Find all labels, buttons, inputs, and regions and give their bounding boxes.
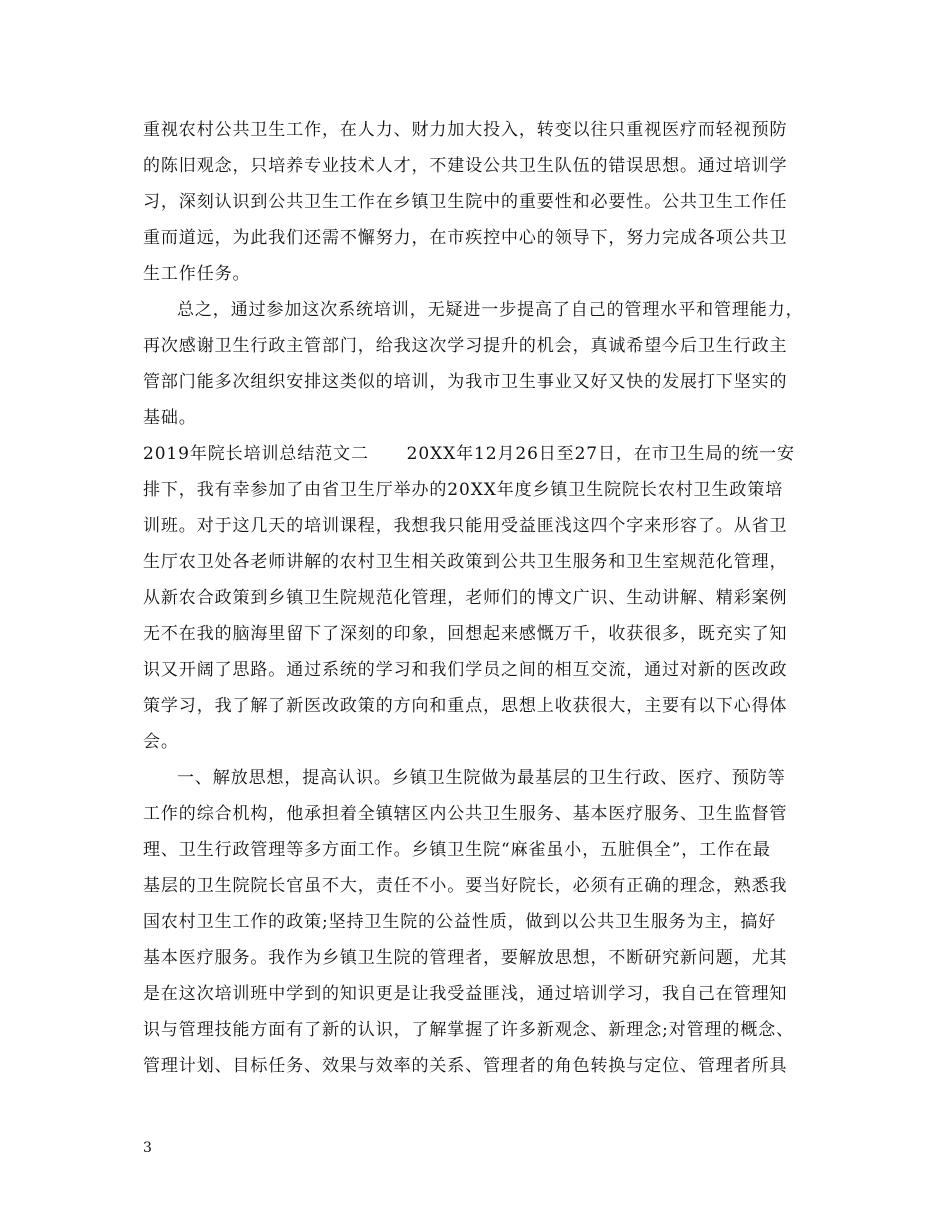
body-text-line: 国农村卫生工作的政策;坚持卫生院的公益性质，做到以公共卫生服务为主，搞好	[143, 912, 777, 932]
body-text-line: 重视农村公共卫生工作，在人力、财力加大投入，转变以往只重视医疗而轻视预防	[143, 120, 788, 140]
body-text-line: 再次感谢卫生行政主管部门，给我这次学习提升的机会，真诚希望今后卫生行政主	[143, 336, 788, 356]
body-text-line: 工作的综合机构，他承担着全镇辖区内公共卫生服务、基本医疗服务、卫生监督管	[143, 804, 788, 824]
body-text-line: 的陈旧观念，只培养专业技术人才，不建设公共卫生队伍的错误思想。通过培训学	[143, 156, 788, 176]
body-text-line: 识又开阔了思路。通过系统的学习和我们学员之间的相互交流，通过对新的医改政	[143, 660, 788, 680]
section-heading-line: 2019年院长培训总结范文二 20XX年12月26日至27日，在市卫生局的统一安	[143, 444, 795, 464]
body-text-line: 是在这次培训班中学到的知识更是让我受益匪浅，通过培训学习，我自己在管理知	[143, 984, 788, 1004]
body-text-line: 策学习，我了解了新医改政策的方向和重点，思想上收获很大，主要有以下心得体	[143, 696, 788, 716]
body-text-line: 基础。	[143, 408, 197, 428]
body-text-line: 管部门能多次组织安排这类似的培训，为我市卫生事业又好又快的发展打下坚实的	[143, 372, 788, 392]
body-text-line: 会。	[143, 732, 179, 752]
page-number: 3	[143, 1140, 152, 1156]
body-text-line: 生工作任务。	[143, 264, 251, 284]
body-text-line: 总之，通过参加这次系统培训，无疑进一步提高了自己的管理水平和管理能力，	[177, 300, 804, 320]
body-text-line: 习，深刻认识到公共卫生工作在乡镇卫生院中的重要性和必要性。公共卫生工作任	[143, 192, 788, 212]
body-text-line: 重而道远，为此我们还需不懈努力，在市疾控中心的领导下，努力完成各项公共卫	[143, 228, 788, 248]
body-text-line: 从新农合政策到乡镇卫生院规范化管理，老师们的博文广识、生动讲解、精彩案例	[143, 588, 788, 608]
body-text-line: 训班。对于这几天的培训课程，我想我只能用受益匪浅这四个字来形容了。从省卫	[143, 516, 788, 536]
body-text-line: 无不在我的脑海里留下了深刻的印象，回想起来感慨万千，收获很多，既充实了知	[143, 624, 788, 644]
body-text-line: 排下，我有幸参加了由省卫生厅举办的20XX年度乡镇卫生院院长农村卫生政策培	[143, 480, 784, 500]
body-text-line: 基本医疗服务。我作为乡镇卫生院的管理者，要解放思想，不断研究新问题，尤其	[143, 948, 788, 968]
body-text-line: 生厅农卫处各老师讲解的农村卫生相关政策到公共卫生服务和卫生室规范化管理，	[143, 552, 788, 572]
body-text-line: 理、卫生行政管理等多方面工作。乡镇卫生院“麻雀虽小，五脏俱全”，工作在最	[143, 840, 771, 860]
body-text-line: 基层的卫生院院长官虽不大，责任不小。要当好院长，必须有正确的理念，熟悉我	[143, 876, 788, 896]
body-text-line: 管理计划、目标任务、效果与效率的关系、管理者的角色转换与定位、管理者所具	[143, 1056, 788, 1076]
body-text-line: 一、解放思想，提高认识。乡镇卫生院做为最基层的卫生行政、医疗、预防等	[177, 768, 786, 788]
body-text-line: 识与管理技能方面有了新的认识，了解掌握了许多新观念、新理念;对管理的概念、	[143, 1020, 795, 1040]
